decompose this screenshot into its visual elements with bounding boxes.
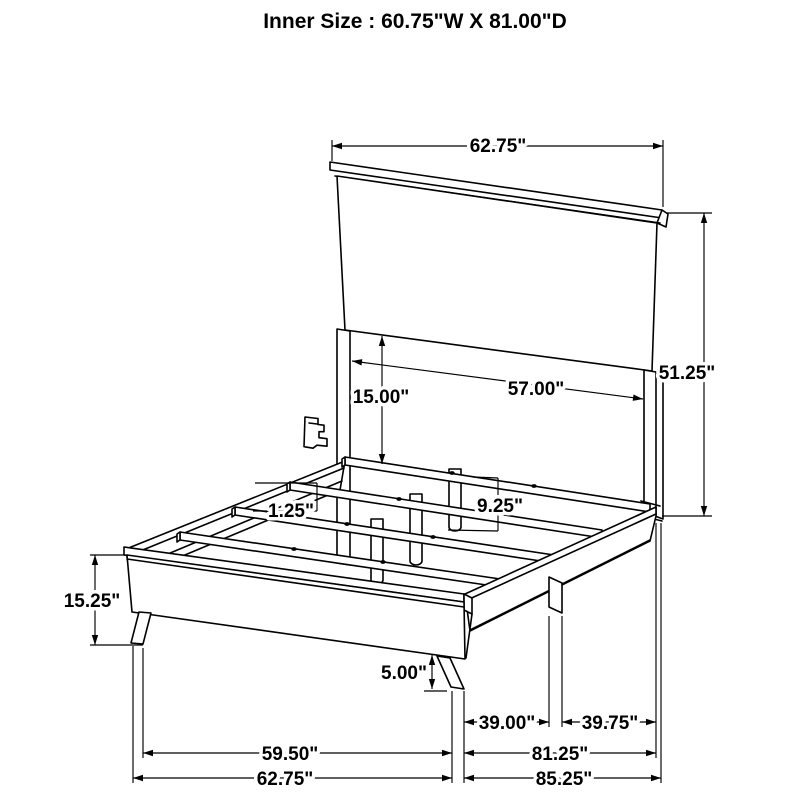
slat-end	[177, 532, 180, 542]
figure-title: Inner Size : 60.75"W X 81.00"D	[263, 10, 567, 33]
dim-front-leg-height	[381, 655, 435, 689]
dim-headboard-height	[659, 213, 716, 516]
rail-bracket-hardware-line	[309, 423, 317, 424]
dim-footboard-inner-width	[143, 744, 452, 765]
dim-label: 9.25"	[477, 496, 523, 517]
dim-label: 57.00"	[507, 379, 565, 400]
dim-label: 85.25"	[535, 769, 593, 790]
dim-rail-front-span	[464, 713, 549, 734]
dim-label: 62.75"	[256, 769, 314, 790]
dim-label: 5.00"	[381, 663, 427, 684]
dim-panel-to-slat	[353, 336, 410, 464]
footboard-left-leg	[131, 612, 151, 644]
dim-rail-back-span	[562, 713, 656, 734]
dim-label: 59.50"	[261, 744, 319, 765]
dim-label: 15.25"	[63, 591, 121, 612]
slat-end	[232, 507, 235, 517]
rail-bracket-hardware	[304, 417, 327, 448]
dim-label: 51.25"	[658, 363, 716, 384]
dim-label: 39.00"	[478, 713, 536, 734]
dim-label: 81.25"	[531, 744, 589, 765]
slat-end	[342, 457, 345, 467]
dim-outer-depth	[464, 769, 661, 790]
headboard-right-leg	[644, 370, 663, 519]
dim-label: 62.75"	[469, 136, 527, 157]
dim-rail-inner-length	[464, 744, 656, 765]
dim-headboard-width	[332, 136, 663, 157]
footboard-cap-right-end	[464, 594, 472, 614]
dim-footboard-height	[64, 555, 121, 645]
dim-footboard-outer-width	[133, 769, 452, 790]
dim-label: 39.75"	[581, 713, 639, 734]
footboard-right-leg	[437, 656, 464, 689]
dim-label: 1.25"	[268, 501, 314, 522]
dim-label: 15.00"	[352, 387, 410, 408]
center-support-leg	[549, 577, 562, 613]
